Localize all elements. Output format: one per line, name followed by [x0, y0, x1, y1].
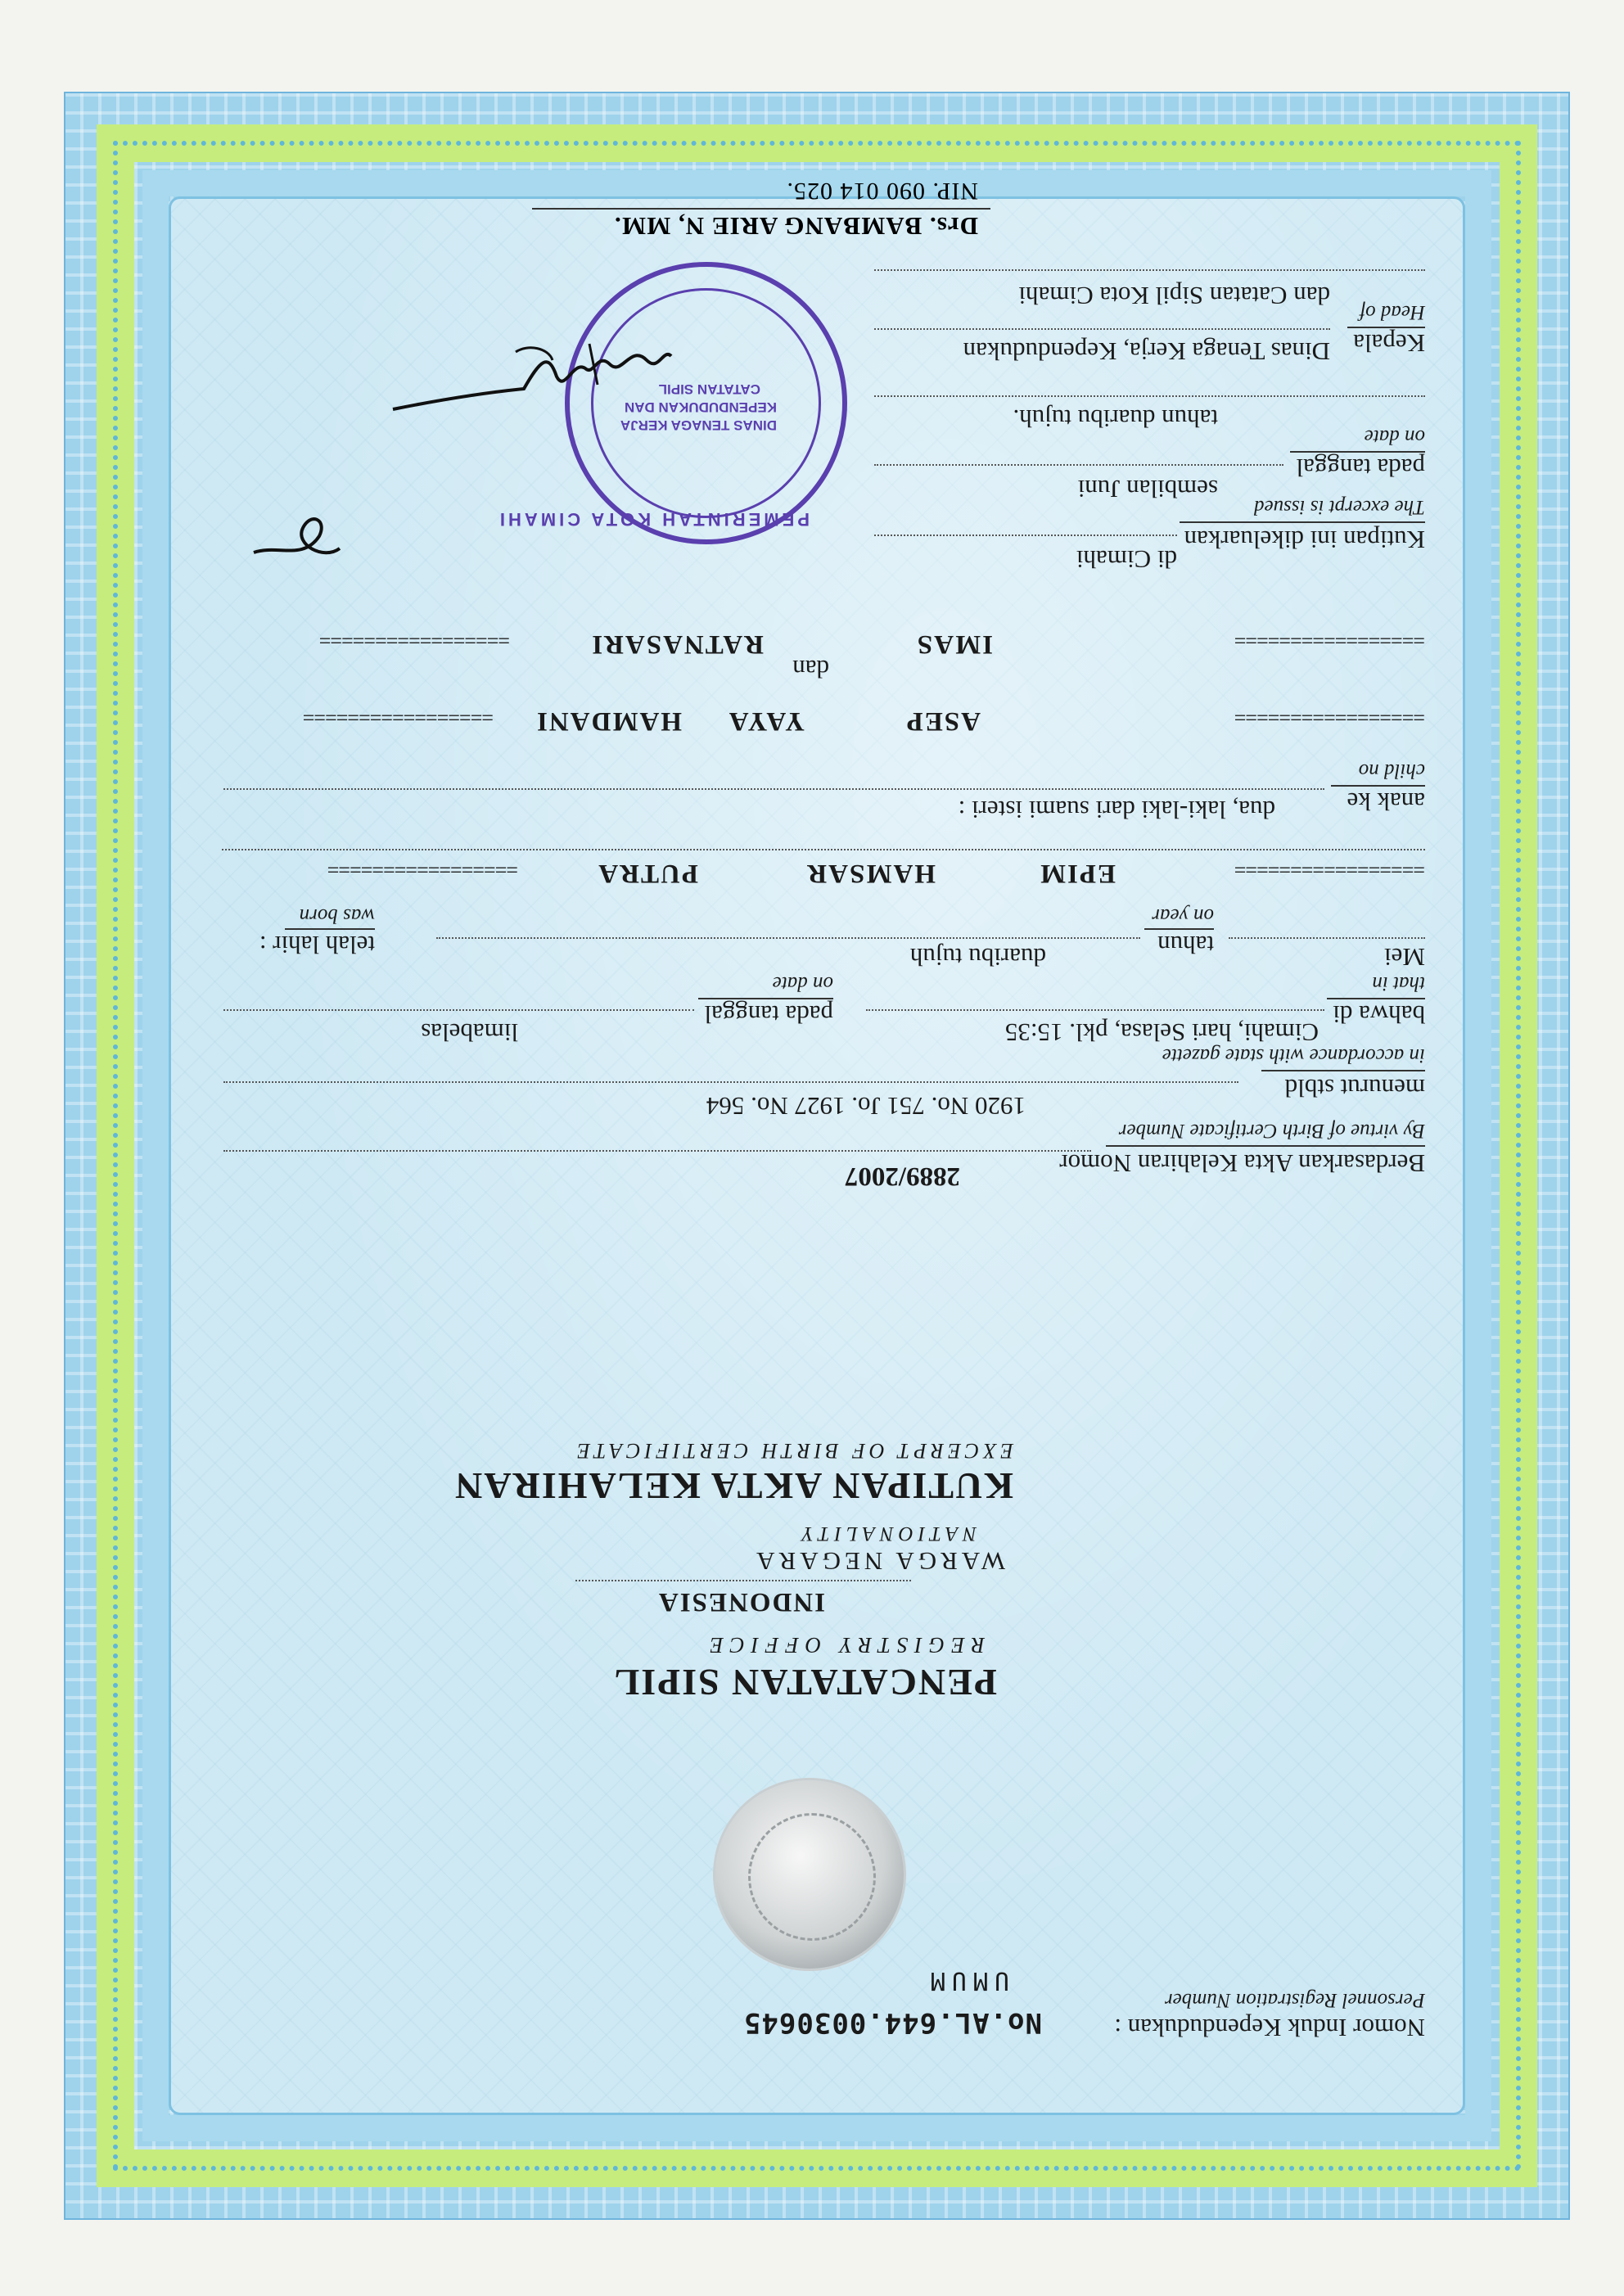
stamp-line1: DINAS TENAGA KERJA	[620, 417, 777, 433]
date-label: pada tanggal	[704, 1000, 833, 1029]
document-title-en: EXCERPT OF BIRTH CERTIFICATE	[573, 1439, 1013, 1463]
year-label-en: on year	[1152, 904, 1214, 927]
sbld-value: 1920 No. 751 Jo. 1927 No. 564	[706, 1092, 1026, 1121]
mother-name-first: IMAS	[915, 629, 993, 659]
head-office-line1: Dinas Tenaga Kerja, Kependudukan	[963, 337, 1330, 366]
child-name-last: PUTRA	[597, 859, 698, 888]
issued-year-value: tahun duaribu tujuh.	[1013, 404, 1218, 433]
office-title-en: REGISTRY OFFICE	[703, 1633, 985, 1658]
sbld-label: menurut stbld	[1284, 1074, 1425, 1103]
fill-line: =================	[303, 706, 494, 729]
sbld-label-en: in accordance with state gazette	[1162, 1044, 1425, 1067]
child-order-label: anak ke	[1347, 787, 1425, 816]
father-name-last: HAMDANI	[535, 706, 682, 736]
date-value: limabelas	[421, 1018, 518, 1047]
fill-line: =================	[1234, 629, 1425, 652]
registration-label-en: Personnel Registration Number	[1164, 1989, 1425, 2011]
child-order-label-en: child no	[1358, 760, 1425, 782]
office-title: PENCATATAN SIPIL	[612, 1662, 997, 1703]
stamp-ring-text: PEMERINTAH KOTA CIMAHI	[496, 509, 810, 530]
year-value: duaribu tujuh	[909, 943, 1046, 972]
official-nip: NIP. 090 014 025.	[786, 178, 978, 205]
stamp-line2: KEPENDUDUKAN DAN	[624, 399, 777, 415]
issued-date-value: sembilan Juni	[1077, 475, 1218, 503]
place-label-en: that in	[1372, 972, 1425, 995]
fill-line: =================	[319, 629, 510, 652]
and-word: dan	[792, 655, 829, 683]
issued-label: Kutipan ini dikeluarkan	[1184, 526, 1425, 554]
born-label: telah lahir :	[259, 931, 375, 959]
nationality-label: WARGA NEGARA	[752, 1547, 1005, 1576]
certificate-number: 2889/2007	[844, 1162, 960, 1191]
official-name: Drs. BAMBANG ARIE N, MM.	[613, 212, 978, 241]
fill-line: =================	[1234, 858, 1425, 882]
issued-place: di Cimahi	[1076, 545, 1177, 574]
basis-label-en: By virtue of Birth Certificate Number	[1118, 1120, 1425, 1142]
head-label: Kepala	[1353, 329, 1425, 358]
place-label: bahwa di	[1333, 1000, 1425, 1029]
father-name-middle: YAYA	[727, 706, 805, 736]
mother-name-last: RATNASARI	[590, 629, 764, 659]
place-value: Cimahi, hari Selasa, pkl. 15:35	[1004, 1018, 1319, 1047]
child-name-first: EPIM	[1038, 859, 1116, 888]
head-office-line2: dan Catatan Sipil Kota Cimahi	[1018, 282, 1330, 310]
stamp-line3: CATATAN SIPIL	[658, 381, 760, 397]
month-value: Mei	[1384, 943, 1425, 972]
born-label-en: was born	[299, 904, 375, 927]
fill-line: =================	[1234, 706, 1425, 729]
hologram-seal	[715, 1780, 904, 1969]
nationality-label-en: NATIONALITY	[796, 1522, 977, 1545]
head-label-en: Head of	[1360, 301, 1425, 323]
child-order-value: dua, laki-laki dari suami isteri :	[958, 796, 1275, 824]
category-label: UMUM	[923, 1966, 1009, 1995]
initial-mark	[246, 503, 352, 577]
basis-label: Berdasarkan Akta Kelahiran Nomor	[1059, 1149, 1425, 1178]
fill-line: =================	[327, 858, 518, 882]
signature	[385, 327, 679, 434]
registration-number: No.AL.644.0030645	[743, 2006, 1042, 2039]
registration-label: Nomor Induk Kependudukan :	[1114, 2014, 1425, 2042]
father-name-first: ASEP	[904, 706, 981, 736]
child-name-middle: HAMSAR	[805, 859, 936, 888]
seal-emblem	[748, 1813, 876, 1941]
document-title: KUTIPAN AKTA KELAHIRAN	[453, 1465, 1013, 1507]
date-label-en: on date	[772, 972, 833, 995]
year-label: tahun	[1157, 931, 1214, 959]
issued-date-label: pada tanggal	[1296, 453, 1425, 482]
issued-label-en: The excerpt is issued	[1254, 496, 1425, 518]
nationality-value: INDONESIA	[656, 1587, 825, 1617]
issued-date-label-en: on date	[1364, 426, 1425, 448]
